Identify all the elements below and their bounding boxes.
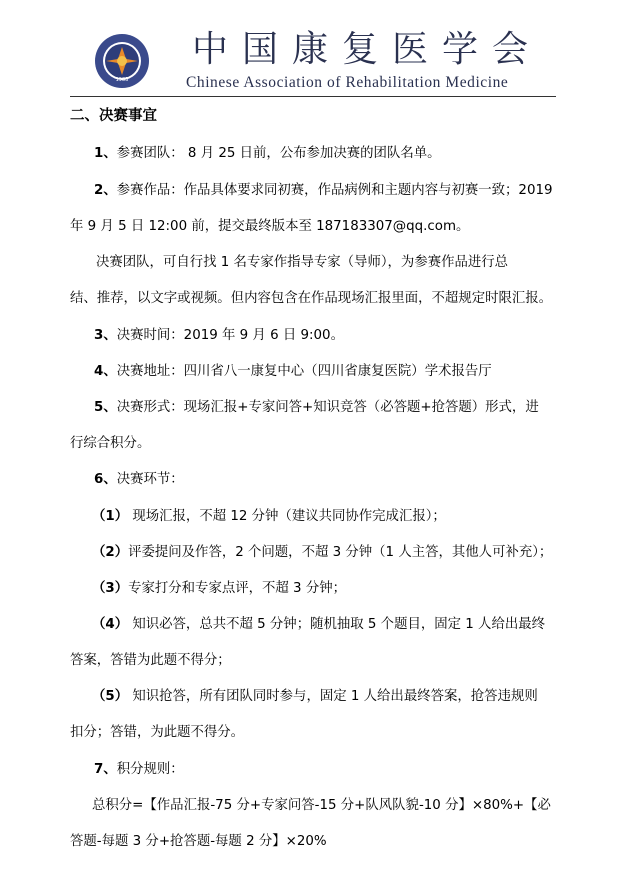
item-2: [94, 181, 553, 201]
item-2-number: 2、: [94, 183, 117, 198]
subitem-2-number: （2）: [92, 545, 129, 560]
section-title: 二、决赛事宜: [70, 108, 157, 124]
logo-year: 1983: [115, 77, 129, 83]
item-7-label: 积分规则: [116, 762, 171, 777]
item-4-text: ：四川省八一康复中心（四川省康复医院）学术报告厅: [170, 364, 492, 379]
mentor-paragraph-line-1: 决赛团队，可自行找 1 名专家作指导专家（导师），为参赛作品进行总: [96, 255, 509, 270]
item-2-text: ：作品具体要求同初赛，作品病例和主题内容与初赛一致；2019: [170, 183, 553, 198]
item-4-label: 决赛地址: [116, 364, 171, 379]
item-7: [94, 760, 184, 780]
item-5: [94, 398, 539, 418]
subitem-4-continuation: 答案，答错为此题不得分；: [70, 653, 231, 668]
item-5-label: 决赛形式: [116, 400, 171, 415]
subitem-4: [92, 615, 545, 635]
subitem-4-text: 知识必答，总共不超 5 分钟；随机抽取 5 个题目，固定 1 人给出最终: [128, 617, 546, 632]
item-6-text: ：: [170, 472, 184, 487]
association-name-chinese: 中国康复医学会: [192, 29, 543, 70]
subitem-5-number: （5）: [92, 689, 129, 704]
subitem-2-text: 评委提问及作答，2 个问题，不超 3 分钟（1 人主答，其他人可补充）；: [128, 545, 553, 560]
item-5-number: 5、: [94, 400, 117, 415]
item-5-text: ：现场汇报+专家问答+知识竞答（必答题+抢答题）形式，进: [170, 400, 539, 415]
subitem-1: [92, 507, 446, 527]
item-6-number: 6、: [94, 472, 117, 487]
item-7-text: ：: [170, 762, 184, 777]
item-7-number: 7、: [94, 762, 117, 777]
item-6-label: 决赛环节: [116, 472, 171, 487]
item-4-number: 4、: [94, 364, 117, 379]
item-3-label: 决赛时间: [116, 328, 171, 343]
item-4: [94, 362, 492, 382]
subitem-5-continuation: 扣分；答错，为此题不得分。: [70, 725, 245, 740]
score-formula-line-1: 总积分=【作品汇报-75 分+专家问答-15 分+队风队貌-10 分】×80%+【必: [92, 798, 551, 813]
item-3-text: ：2019 年 9 月 6 日 9:00。: [170, 328, 344, 343]
subitem-3: [92, 579, 346, 599]
item-2-label: 参赛作品: [116, 183, 171, 198]
subitem-3-text: 专家打分和专家点评，不超 3 分钟；: [128, 581, 347, 596]
item-3: [94, 326, 344, 346]
item-1-text: 8 月 25 日前，公布参加决赛的团队名单。: [183, 146, 441, 161]
subitem-2: [92, 543, 552, 563]
association-name-english: Chinese Association of Rehabilitation Medicine: [186, 74, 509, 91]
item-1-label: 参赛团队：: [116, 146, 184, 161]
mentor-paragraph-line-2: 结、推荐，以文字或视频。但内容包含在作品现场汇报里面，不超规定时限汇报。: [70, 291, 553, 306]
subitem-5: [92, 687, 538, 707]
item-5-continuation: 行综合积分。: [70, 436, 151, 451]
association-logo-icon: [94, 33, 150, 89]
header-divider: [70, 96, 556, 97]
item-1-number: 1、: [94, 146, 117, 161]
item-1: [94, 144, 441, 164]
item-6: [94, 470, 184, 490]
item-3-number: 3、: [94, 328, 117, 343]
subitem-1-text: 现场汇报，不超 12 分钟（建议共同协作完成汇报）；: [128, 509, 446, 524]
item-2-continuation: 年 9 月 5 日 12:00 前，提交最终版本至 187183307@qq.com。: [70, 219, 470, 234]
subitem-3-number: （3）: [92, 581, 129, 596]
letterhead: [0, 0, 622, 100]
subitem-4-number: （4）: [92, 617, 129, 632]
score-formula-line-2: 答题-每题 3 分+抢答题-每题 2 分】×20%: [70, 834, 327, 849]
subitem-1-number: （1）: [92, 509, 129, 524]
subitem-5-text: 知识抢答，所有团队同时参与，固定 1 人给出最终答案，抢答违规则: [128, 689, 538, 704]
